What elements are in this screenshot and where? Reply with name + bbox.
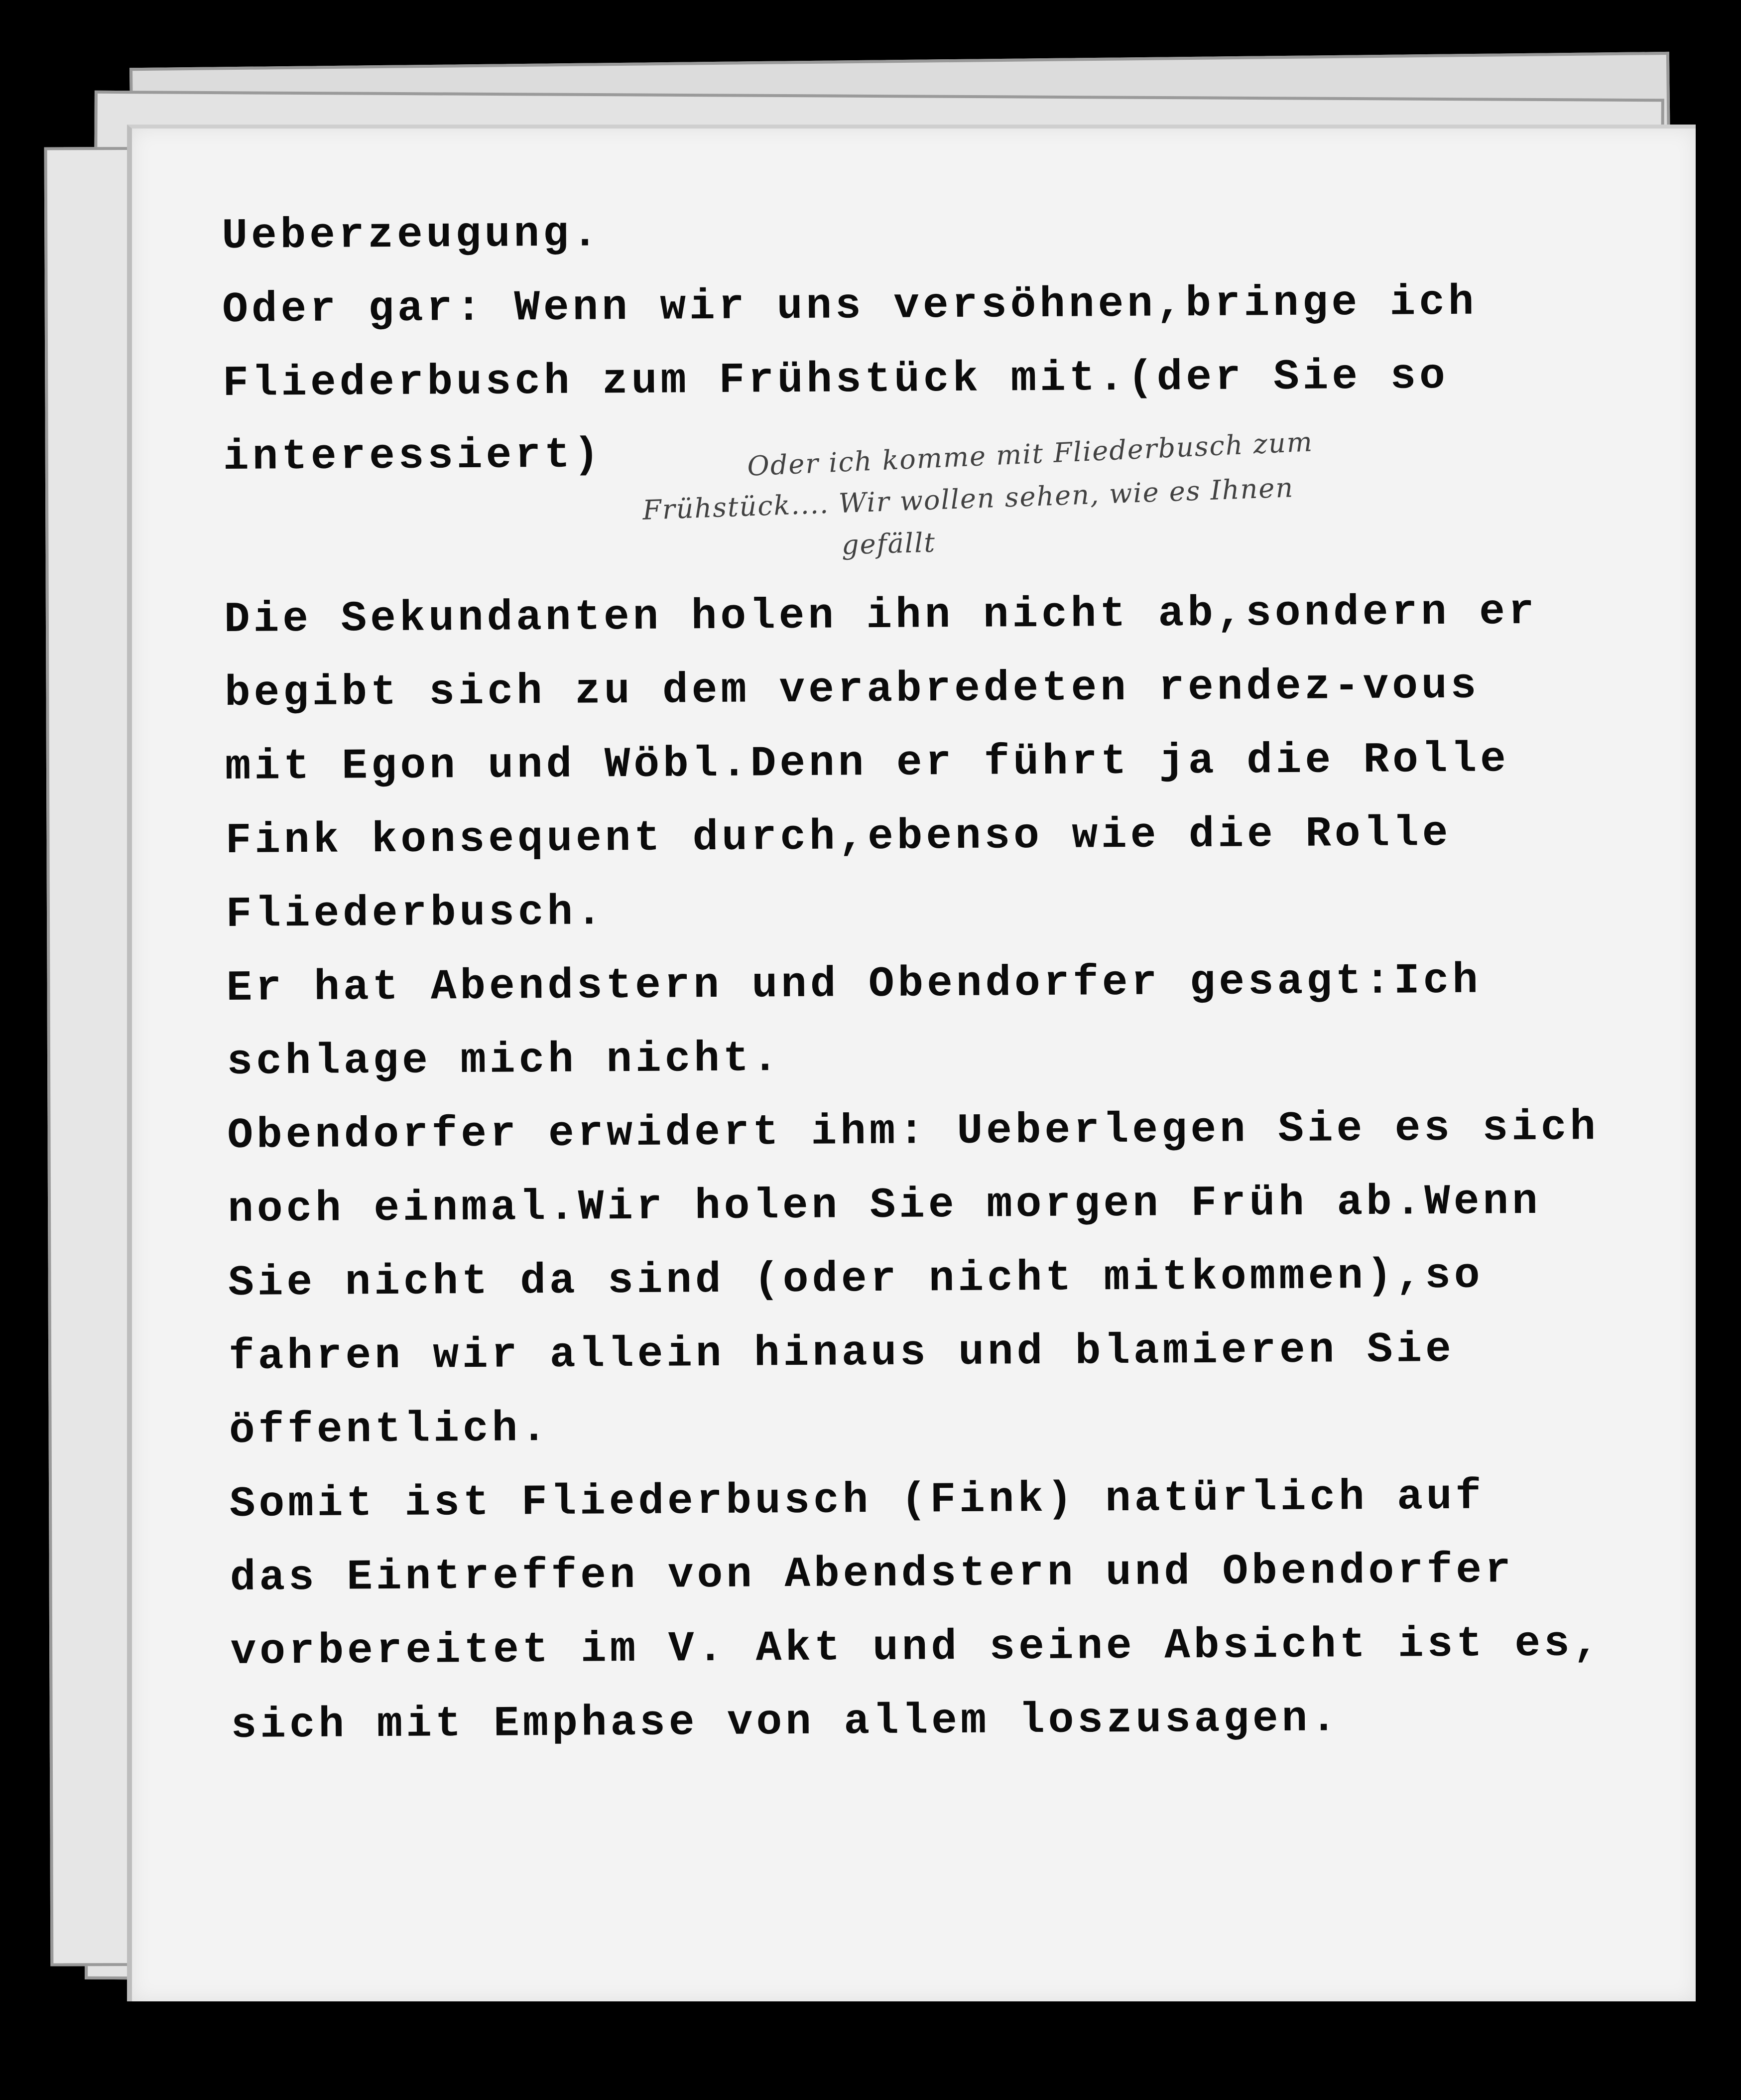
typed-line: interessiert) bbox=[223, 430, 603, 482]
handwritten-note: Frühstück.... Wir wollen sehen, wie es Ihnen bbox=[642, 472, 1295, 526]
typed-line: vorbereitet im V. Akt und seine Absicht ist es, bbox=[230, 1619, 1603, 1676]
typed-line: Ueberzeugung. bbox=[222, 209, 602, 261]
typed-line: Obendorfer erwidert ihm: Ueberlegen Sie es sich bbox=[227, 1103, 1600, 1160]
typed-line: Die Sekundanten holen ihn nicht ab,sondern er bbox=[224, 587, 1538, 644]
handwritten-note: gefällt bbox=[841, 526, 936, 561]
typed-line: fahren wir allein hinaus und blamieren Sie bbox=[228, 1324, 1455, 1381]
typed-line: begibt sich zu dem verabredeten rendez-vous bbox=[224, 661, 1480, 718]
typed-line: Fliederbusch. bbox=[226, 888, 606, 939]
typed-line: Er hat Abendstern und Obendorfer gesagt:Ich bbox=[226, 956, 1482, 1013]
typed-line: schlage mich nicht. bbox=[227, 1034, 782, 1086]
typed-line: Fliederbusch zum Frühstück mit.(der Sie so bbox=[222, 351, 1449, 408]
typed-text-block bbox=[222, 191, 1625, 1762]
typed-line: Fink konsequent durch,ebenso wie die Rolle bbox=[225, 808, 1452, 865]
typed-line: noch einmal.Wir holen Sie morgen Früh ab.Wenn bbox=[228, 1177, 1542, 1234]
typed-line: mit Egon und Wöbl.Denn er führt ja die Rolle bbox=[225, 735, 1509, 791]
typed-line: Oder gar: Wenn wir uns versöhnen,bringe ich bbox=[222, 277, 1478, 334]
handwritten-note: Oder ich komme mit Fliederbusch zum bbox=[746, 426, 1314, 482]
typed-line: Sie nicht da sind (oder nicht mitkommen),so bbox=[228, 1251, 1484, 1308]
typed-line: Somit ist Fliederbusch (Fink) natürlich auf bbox=[229, 1472, 1485, 1529]
typed-line: das Eintreffen von Abendstern und Obendorfer bbox=[230, 1546, 1514, 1602]
typed-line: sich mit Emphase von allem loszusagen. bbox=[231, 1694, 1341, 1750]
typed-line: öffentlich. bbox=[229, 1404, 551, 1455]
